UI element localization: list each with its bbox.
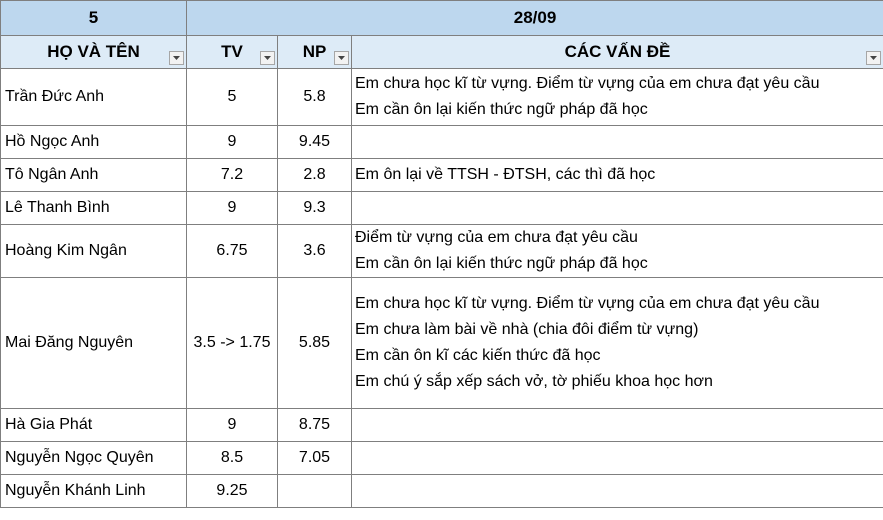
student-name-cell[interactable]: Lê Thanh Bình — [1, 192, 187, 225]
tv-score-cell[interactable]: 6.75 — [187, 225, 278, 278]
header-row — [1, 36, 883, 69]
issues-cell[interactable] — [352, 442, 883, 475]
tv-score-cell[interactable]: 8.5 — [187, 442, 278, 475]
student-name-cell[interactable]: Trần Đức Anh — [1, 69, 187, 126]
issue-line: Em ôn lại về TTSH - ĐTSH, các thì đã học — [355, 166, 656, 183]
header-name-cell[interactable] — [1, 36, 187, 69]
tv-score-cell[interactable]: 9 — [187, 409, 278, 442]
student-name-cell[interactable]: Hà Gia Phát — [1, 409, 187, 442]
class-label-cell[interactable]: 5 — [1, 1, 187, 36]
np-score-cell[interactable]: 5.85 — [278, 278, 352, 409]
issues-cell[interactable] — [352, 225, 883, 278]
np-score-cell[interactable]: 3.6 — [278, 225, 352, 278]
table-row — [1, 475, 883, 508]
issue-line: Em chưa học kĩ từ vựng. Điểm từ vựng của em chưa đạt yêu cầu — [355, 295, 820, 312]
title-row — [1, 1, 883, 36]
table-row — [1, 192, 883, 225]
np-score-cell[interactable]: 5.8 — [278, 69, 352, 126]
issues-cell[interactable] — [352, 192, 883, 225]
issue-line: Em cần ôn kĩ các kiến thức đã học — [355, 347, 601, 364]
header-np-label: NP — [302, 42, 327, 61]
tv-score-cell[interactable]: 3.5 -> 1.75 — [187, 278, 278, 409]
header-issues-cell[interactable] — [352, 36, 883, 69]
issues-cell[interactable] — [352, 475, 883, 508]
header-name-label: HỌ VÀ TÊN — [47, 42, 140, 61]
table-row — [1, 225, 883, 278]
np-score-cell[interactable]: 9.45 — [278, 126, 352, 159]
tv-score-cell[interactable]: 9.25 — [187, 475, 278, 508]
issue-line: Em cần ôn lại kiến thức ngữ pháp đã học — [355, 255, 648, 272]
issue-line: Em chú ý sắp xếp sách vở, tờ phiếu khoa học hơn — [355, 373, 713, 390]
filter-np-button[interactable] — [334, 51, 349, 65]
student-name-cell[interactable]: Nguyễn Ngọc Quyên — [1, 442, 187, 475]
table-row — [1, 69, 883, 126]
tv-score-cell[interactable]: 9 — [187, 192, 278, 225]
tv-score-cell[interactable]: 7.2 — [187, 159, 278, 192]
issue-line: Em cần ôn lại kiến thức ngữ pháp đã học — [355, 101, 648, 118]
filter-name-button[interactable] — [169, 51, 184, 65]
table-row — [1, 126, 883, 159]
table-row — [1, 442, 883, 475]
issues-cell[interactable] — [352, 278, 883, 409]
student-name-cell[interactable]: Hồ Ngọc Anh — [1, 126, 187, 159]
issues-cell[interactable] — [352, 126, 883, 159]
np-score-cell[interactable] — [278, 475, 352, 508]
issue-line: Điểm từ vựng của em chưa đạt yêu cầu — [355, 229, 638, 246]
table-row — [1, 159, 883, 192]
dropdown-arrow-icon — [264, 56, 271, 60]
student-name-cell[interactable]: Tô Ngân Anh — [1, 159, 187, 192]
tv-score-cell[interactable]: 5 — [187, 69, 278, 126]
tv-score-cell[interactable]: 9 — [187, 126, 278, 159]
issues-cell[interactable] — [352, 69, 883, 126]
issues-cell[interactable] — [352, 409, 883, 442]
np-score-cell[interactable]: 7.05 — [278, 442, 352, 475]
header-np-cell[interactable] — [278, 36, 352, 69]
dropdown-arrow-icon — [870, 56, 877, 60]
header-tv-label: TV — [221, 42, 243, 61]
issues-cell[interactable] — [352, 159, 883, 192]
np-score-cell[interactable]: 8.75 — [278, 409, 352, 442]
student-name-cell[interactable]: Hoàng Kim Ngân — [1, 225, 187, 278]
student-name-cell[interactable]: Nguyễn Khánh Linh — [1, 475, 187, 508]
date-label-cell[interactable]: 28/09 — [187, 1, 883, 36]
filter-issues-button[interactable] — [866, 51, 881, 65]
student-name-cell[interactable]: Mai Đăng Nguyên — [1, 278, 187, 409]
header-issues-label: CÁC VẤN ĐỀ — [564, 42, 671, 61]
table-row — [1, 278, 883, 409]
issue-line: Em chưa học kĩ từ vựng. Điểm từ vựng của em chưa đạt yêu cầu — [355, 75, 820, 92]
issue-line: Em chưa làm bài về nhà (chia đôi điểm từ vựng) — [355, 321, 699, 338]
dropdown-arrow-icon — [173, 56, 180, 60]
dropdown-arrow-icon — [338, 56, 345, 60]
header-tv-cell[interactable] — [187, 36, 278, 69]
filter-tv-button[interactable] — [260, 51, 275, 65]
np-score-cell[interactable]: 9.3 — [278, 192, 352, 225]
np-score-cell[interactable]: 2.8 — [278, 159, 352, 192]
table-row — [1, 409, 883, 442]
